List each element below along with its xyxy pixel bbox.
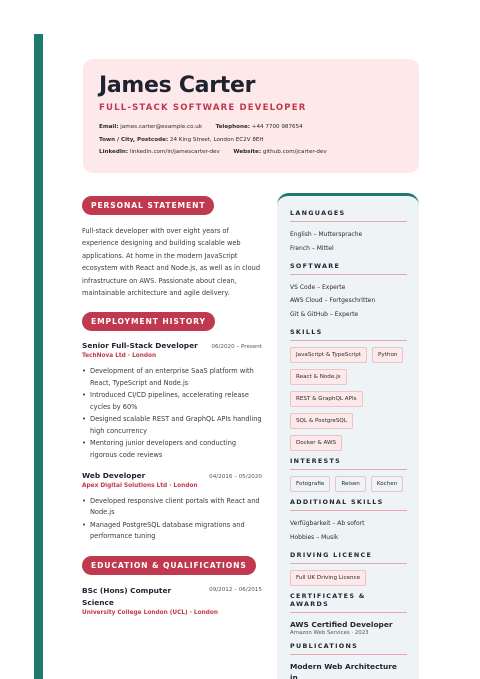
publications-section	[290, 642, 407, 679]
skill-chip: SQL & PostgreSQL	[290, 413, 353, 429]
degree-title	[82, 585, 171, 609]
languages-section	[290, 209, 407, 256]
candidate-name: James Carter	[99, 73, 256, 98]
interests-heading: INTERESTS	[290, 457, 407, 470]
language-item: English – Muttersprache	[290, 231, 363, 238]
language-item: French – Mittel	[290, 244, 334, 252]
job-bullets	[82, 496, 262, 543]
job-title: Senior Full-Stack Developer	[82, 341, 198, 351]
contact-details	[99, 121, 403, 159]
employment-history-heading: EMPLOYMENT HISTORY	[82, 312, 215, 331]
education-heading: EDUCATION & QUALIFICATIONS	[82, 556, 256, 575]
linkedin-value[interactable]: linkedin.com/in/jamescarter-dev	[129, 149, 220, 155]
skills-heading: SKILLS	[290, 328, 407, 341]
job-entry	[82, 471, 262, 543]
degree-title-line1: BSc (Hons) Computer	[82, 585, 172, 595]
list-item: • Developed responsive client portals with React and Node.js	[90, 496, 262, 519]
website-value[interactable]: github.com/jcarter-dev	[262, 149, 327, 155]
skill-chip: REST & GraphQL APIs	[290, 391, 363, 407]
job-dates: 06/2020 – Present	[211, 344, 262, 351]
software-item: VS Code – Experte	[290, 283, 346, 291]
candidate-title: FULL-STACK SOFTWARE DEVELOPER	[99, 103, 307, 113]
email-value[interactable]: james.carter@example.co.uk	[120, 124, 202, 130]
skill-chip: React & Node.js	[290, 369, 347, 385]
skill-chip: Python	[372, 347, 403, 363]
skill-chip: Docker & AWS	[290, 435, 342, 451]
software-item: AWS Cloud – Fortgeschritten	[290, 297, 376, 305]
certificates-heading: CERTIFICATES & AWARDS	[290, 592, 407, 613]
publication-title: Modern Web Architecture in	[290, 661, 397, 679]
interest-chip: Kochen	[371, 476, 403, 492]
town-label: Town / City, Postcode:	[99, 136, 169, 143]
job-dates: 04/2016 – 05/2020	[209, 473, 262, 480]
languages-heading: LANGUAGES	[290, 209, 407, 222]
linkedin-label: LinkedIn:	[99, 149, 129, 155]
degree-school: University College London (UCL) · London	[82, 609, 218, 616]
additional-skill-item: Verfügbarkeit – Ab sofort	[290, 519, 365, 527]
driving-licence-heading: DRIVING LICENCE	[290, 551, 407, 564]
job-entry	[82, 341, 262, 461]
publications-heading: PUBLICATIONS	[290, 642, 407, 655]
skill-chip: JavaScript & TypeScript	[290, 347, 367, 363]
email-label: Email:	[99, 124, 119, 130]
additional-skills-heading: ADDITIONAL SKILLS	[290, 498, 407, 511]
driving-licence-section	[290, 551, 407, 586]
sidebar	[277, 193, 419, 679]
degree-dates: 09/2012 – 06/2015	[209, 586, 262, 593]
interests-section	[290, 457, 407, 492]
main-column	[82, 193, 262, 616]
education-entry	[82, 585, 262, 616]
additional-skill-item: Hobbies – Musik	[290, 533, 339, 541]
skills-section	[290, 328, 407, 451]
certificate-title: AWS Certified Developer	[290, 619, 393, 629]
driving-licence-chips	[290, 570, 407, 586]
website-label: Website:	[233, 149, 262, 155]
list-item: • Development of an enterprise SaaS platform with React, TypeScript and Node.js	[90, 366, 262, 389]
job-title: Web Developer	[82, 470, 146, 480]
list-item: • Introduced CI/CD pipelines, accelerating release cycles by 60%	[90, 390, 262, 413]
additional-skills-section	[290, 498, 407, 545]
job-company: TechNova Ltd · London	[82, 353, 157, 360]
phone-value[interactable]: +44 7700 987654	[251, 124, 303, 130]
interest-chip: Fotografie	[290, 476, 330, 492]
certificates-section	[290, 592, 407, 636]
certificate-issuer: Amazon Web Services · 2023	[290, 629, 369, 636]
job-company: Apex Digital Solutions Ltd · London	[82, 482, 198, 489]
list-item: • Mentoring junior developers and conducting rigorous code reviews	[90, 438, 262, 461]
degree-title-line2: Science	[82, 597, 114, 607]
skills-chips	[290, 347, 407, 451]
town-value: 24 King Street, London EC2V 8EH	[169, 136, 264, 143]
interest-chip: Reisen	[335, 476, 366, 492]
personal-statement-heading: PERSONAL STATEMENT	[82, 196, 214, 215]
driving-licence-chip: Full UK Driving Licence	[290, 570, 366, 586]
resume-header	[83, 59, 419, 173]
accent-bar	[34, 34, 43, 679]
phone-label: Telephone:	[215, 124, 250, 130]
software-section	[290, 262, 407, 322]
interests-chips	[290, 476, 407, 492]
software-heading: SOFTWARE	[290, 262, 407, 275]
list-item: • Designed scalable REST and GraphQL APIs handling high concurrency	[90, 414, 262, 437]
personal-statement-text: Full-stack developer with over eight years of experience designing and building scalable web applications. At home in the modern JavaScript ecosystem with React and Node.js, as well as in cloud infrastructure on AWS. Passionate about clean, maintainable architecture and agile delivery.	[82, 227, 261, 298]
list-item: • Managed PostgreSQL database migrations and performance tuning	[90, 520, 262, 543]
job-bullets	[82, 366, 262, 461]
software-item: Git & GitHub – Experte	[290, 311, 359, 319]
